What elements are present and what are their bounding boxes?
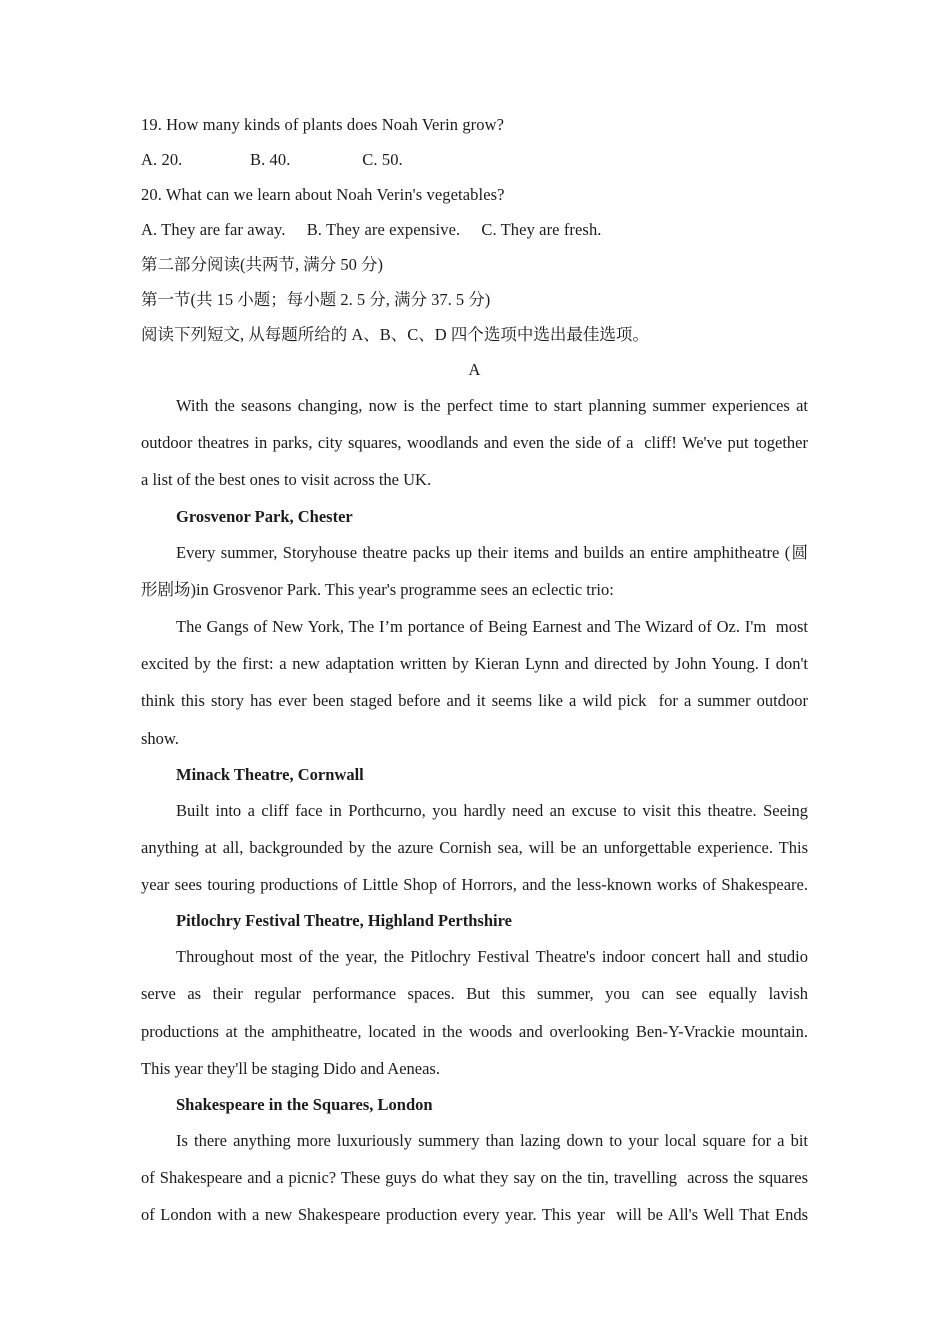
paragraph-line: With the seasons changing, now is the perfect time to start planning summer experiences at — [176, 396, 808, 415]
entry-paragraph — [141, 1122, 808, 1234]
entry-heading-minack-theatre: Minack Theatre, Cornwall — [176, 764, 364, 784]
paragraph-line: year sees touring productions of Little Shop of Horrors, and the less-known works of Shakespeare. — [141, 875, 808, 895]
paragraph-line: Throughout most of the year, the Pitlochry Festival Theatre's indoor concert hall and studio — [176, 947, 808, 967]
paragraph-line: productions at the amphitheatre, located in the woods and overlooking Ben-Y-Vrackie mountain. — [141, 1021, 808, 1041]
entry-paragraph — [141, 534, 808, 608]
paragraph-line: The Gangs of New York, The I’m portance of Being Earnest and The Wizard of Oz. I'm most — [176, 616, 808, 636]
paragraph-line: This year they'll be staging Dido and Aeneas. — [141, 1058, 440, 1078]
paragraph-line: Is there anything more luxuriously summery than lazing down to your local square for a bit — [176, 1131, 808, 1150]
section-one-header: 第一节(共 15 小题；每小题 2. 5 分, 满分 37. 5 分) — [141, 290, 491, 309]
reading-instruction: 阅读下列短文, 从每题所给的 A、B、C、D 四个选项中选出最佳选项。 — [141, 325, 649, 344]
entry-paragraph — [141, 938, 808, 1087]
paragraph-line: a list of the best ones to visit across the UK. — [141, 470, 432, 490]
paragraph-line: 形剧场)in Grosvenor Park. This year's programme sees an eclectic trio: — [141, 579, 614, 599]
entry-heading-grosvenor-park: Grosvenor Park, Chester — [176, 506, 353, 526]
paragraph-line: show. — [141, 728, 179, 748]
question-20-stem: 20. What can we learn about Noah Verin's vegetables? — [141, 185, 505, 204]
question-19-stem: 19. How many kinds of plants does Noah Verin grow? — [141, 115, 505, 134]
paragraph-line: think this story has ever been staged before and it seems like a wild pick for a summer outdoor — [141, 691, 808, 711]
question-20-options[interactable]: A. They are far away. B. They are expensive. C. They are fresh. — [141, 220, 602, 239]
passage-label-a: A — [468, 360, 481, 379]
entry-paragraph — [141, 608, 808, 757]
question-19-options[interactable]: A. 20. B. 40. C. 50. — [141, 150, 403, 169]
part-two-header: 第二部分阅读(共两节, 满分 50 分) — [141, 255, 383, 274]
intro-paragraph — [141, 387, 808, 499]
paragraph-line: outdoor theatres in parks, city squares, woodlands and even the side of a cliff! We've put together — [141, 433, 808, 453]
question-block — [141, 107, 808, 247]
entry-paragraph — [141, 792, 808, 904]
paragraph-line: serve as their regular performance spaces. But this summer, you can see equally lavish — [141, 984, 808, 1004]
paragraph-line: anything at all, backgrounded by the azure Cornish sea, will be an unforgettable experience. This — [141, 837, 808, 857]
paragraph-line: excited by the first: a new adaptation written by Kieran Lynn and directed by John Young. I don't — [141, 654, 808, 674]
paragraph-line: of Shakespeare and a picnic? These guys do what they say on the tin, travelling across the squares — [141, 1168, 808, 1188]
entry-heading-shakespeare-in-the-squares: Shakespeare in the Squares, London — [176, 1095, 433, 1114]
page-content — [141, 107, 808, 1234]
paragraph-line: of London with a new Shakespeare production every year. This year will be All's Well That Ends — [141, 1205, 808, 1225]
paragraph-line: Every summer, Storyhouse theatre packs up their items and builds an entire amphitheatre (圆 — [176, 542, 808, 562]
entry-heading-pitlochry-festival-theatre: Pitlochry Festival Theatre, Highland Perthshire — [176, 911, 512, 931]
paragraph-line: Built into a cliff face in Porthcurno, you hardly need an excuse to visit this theatre. Seeing — [176, 800, 808, 820]
